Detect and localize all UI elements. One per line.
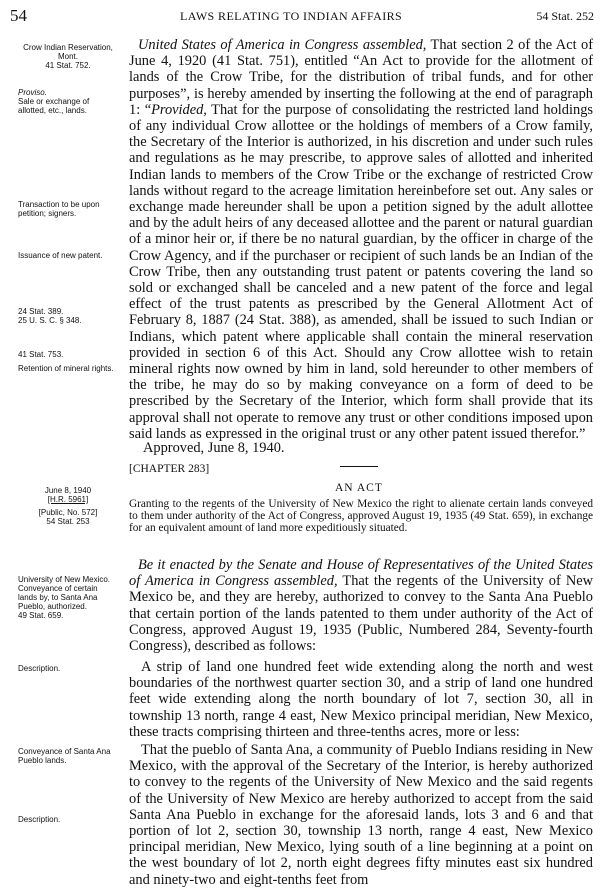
page-number: 54 bbox=[10, 6, 27, 25]
margin-note-crow: Crow Indian Reservation, Mont. 41 Stat. 752. bbox=[23, 43, 113, 70]
margin-note-conveyance-santa-ana: Conveyance of Santa Ana Pueblo lands. bbox=[18, 747, 111, 765]
heading-rule bbox=[340, 466, 378, 467]
description-paragraph-1: A strip of land one hundred feet wide extending along the north and west boundaries of the northwest quarter section 30, and a strip of land one hundred feet wide extending along the north boundary of lot 7, section 30, all in township 13 north, range 4 east, New Mexico principal meridian, New Mexico, these tracts comprising thirteen and three-tenths acres, more or less: bbox=[129, 659, 593, 740]
chapter-heading: [CHAPTER 283] bbox=[129, 463, 210, 475]
margin-note-unm: University of New Mexico. Conveyance of certain lands by, to Santa Ana Pueblo, authorized. 49 Stat. 659. bbox=[18, 575, 111, 620]
margin-note-proviso: Proviso. Sale or exchange of allotted, etc., lands. bbox=[18, 88, 90, 115]
running-title: LAWS RELATING TO INDIAN AFFAIRS bbox=[180, 9, 403, 23]
margin-note-transaction: Transaction to be upon petition; signers. bbox=[18, 200, 100, 218]
enacting-clause: Be it enacted by the Senate and House of Representatives of the United States of America in Congress assembled, That the regents of the University of New Mexico be, and they are hereby, authorized to convey to the Santa Ana Pueblo that certain portion of the lands patented to them under authority of the Act of Congress, approved August 19, 1935 (Public, Numbered 284, Seventy-fourth Congress), described as follows: bbox=[129, 557, 594, 655]
running-header bbox=[10, 6, 594, 26]
margin-note-stat753: 41 Stat. 753. bbox=[18, 350, 64, 359]
crow-amendment-paragraph: United States of America in Congress assembled, That section 2 of the Act of June 4, 1920 (41 Stat. 751), entitled “An Act to provide for the allotment of lands of the Crow Tribe, for the distribution of tribal funds, and for other purposes”, is hereby amended by inserting the following at the end of paragraph 1: “Provided, That for the purpose of consolidating the restricted land holdings of any individual Crow allottee or the holdings of members of a Crow family, the Secretary of the Interior is authorized, in his discretion and under such rules and regulations as he may prescribe, to approve sales of allotted and inherited Indian lands to members of the Crow Tribe or the exchange of restricted Crow lands without regard to the acreage limitation hereinbefore set out. Any sales or exchange made hereunder shall be upon a petition signed by the adult allottee and by the adult heirs of any deceased allottee and the parent or natural guardian of a minor heir or, if there be no natural guardian, by the officer in charge of the Crow Agency, and if the purchaser or recipient of such lands be an Indian of the Crow Tribe, then any outstanding trust patent or patents covering the land so sold or exchanged shall be canceled and a new patent of the force and legal effect of the trust patents as prescribed by the General Allotment Act of February 8, 1887 (24 Stat. 388), as amended, shall be issued to such Indian or Indians, which patent where applicable shall contain the mineral reservation provided in section 6 of this Act. Should any Crow allottee wish to retain mineral rights now owned by him in land, sold hereunder to other members of the tribe, he may do so by making conveyance on a form of deed to be prescribed by the Secretary of the Interior, which form shall provide that its approval shall not operate to remove any trust or other conditions imposed upon said lands as expressed in the original trust or any other patent issued therefor.” bbox=[129, 37, 593, 442]
act-summary: Granting to the regents of the University of New Mexico the right to alienate certain lands conveyed to them under authority of the Act of Congress, approved August 19, 1935 (49 Stat. 659), in exchange for an equivalent amount of land more expeditiously situated. bbox=[129, 498, 593, 535]
approved-line: Approved, June 8, 1940. bbox=[143, 440, 285, 456]
margin-note-public: [Public, No. 572] 54 Stat. 253 bbox=[38, 508, 98, 526]
margin-note-description-2: Description. bbox=[18, 815, 61, 824]
margin-note-description-1: Description. bbox=[18, 664, 61, 673]
margin-note-retention: Retention of mineral rights. bbox=[18, 364, 114, 373]
margin-note-date: June 8, 1940 [H.R. 5961] bbox=[44, 486, 92, 504]
act-heading: AN ACT bbox=[335, 482, 383, 494]
margin-note-issuance: Issuance of new patent. bbox=[18, 251, 103, 260]
margin-note-stat389: 24 Stat. 389. 25 U. S. C. § 348. bbox=[18, 307, 82, 325]
stat-reference: 54 Stat. 252 bbox=[536, 9, 594, 23]
description-paragraph-2: That the pueblo of Santa Ana, a community of Pueblo Indians residing in New Mexico, with the approval of the Secretary of the Interior, is hereby authorized to convey to the regents of the University of New Mexico and the said regents of the University of New Mexico are hereby authorized to accept from the said Santa Ana Pueblo in exchange for the aforesaid lands, lots 3 and 6 and that portion of lot 2, section 30, township 13 north, range 4 east, New Mexico principal meridian, New Mexico, lying south of a line beginning at a point on the west boundary of lot 2, north eight degrees fifty minutes east six hundred and ninety-two and eight-tenths feet from bbox=[129, 742, 593, 888]
